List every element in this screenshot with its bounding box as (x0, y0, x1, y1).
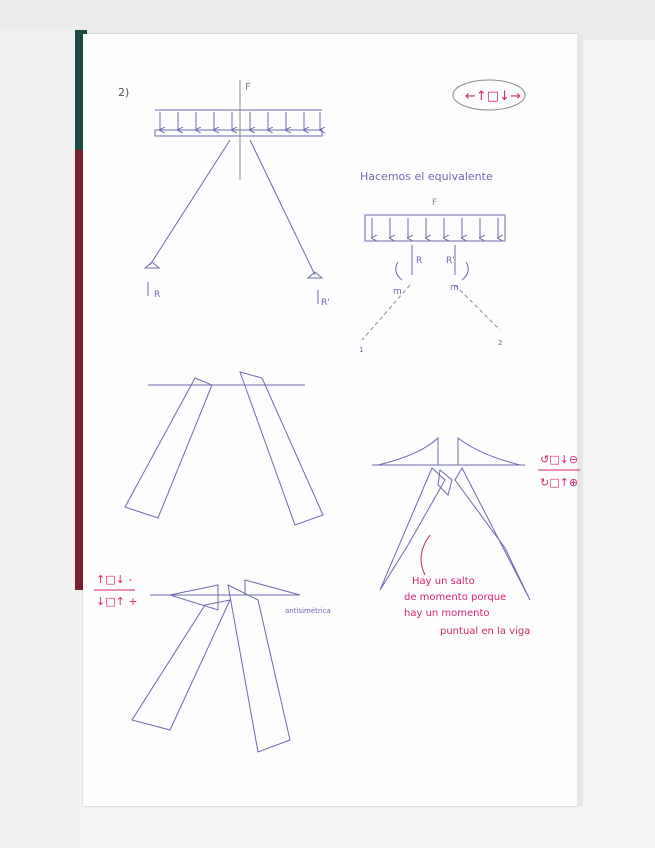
note-line-2: de momento porque (404, 592, 507, 603)
note-line-3: hay un momento (404, 608, 490, 619)
figure-structure (145, 80, 322, 304)
eq-R-prime: R' (446, 256, 455, 266)
moment-m-right: m (450, 283, 459, 293)
heading-equivalent: Hacemos el equivalente (360, 170, 493, 183)
note-line-1: Hay un salto (412, 576, 475, 587)
force-label: F (245, 82, 251, 93)
reaction-R-right: R' (321, 298, 330, 308)
sign-pos: ↓□↑ + (96, 595, 138, 608)
node-2: 2 (498, 339, 503, 347)
note-line-4: puntual en la viga (440, 626, 531, 637)
sign-neg: ↑□↓ - (96, 573, 133, 586)
eq-R: R (416, 256, 423, 266)
problem-number: 2) (118, 86, 130, 99)
reaction-R-left: R (154, 290, 161, 300)
sign-right-top: ↺□↓⊖ (540, 453, 579, 466)
force-label-eq: F (432, 198, 438, 208)
figure-antisymmetric (132, 580, 300, 752)
figure-normal-diagram (125, 372, 323, 525)
moment-m-left: m (393, 287, 402, 297)
figure-equivalent (362, 215, 505, 340)
sign-right-bottom: ↻□↑⊕ (540, 476, 579, 489)
sign-convention-text: ←↑□↓→ (465, 89, 521, 104)
node-1: 1 (359, 346, 364, 354)
antisymmetric-label: antisimétrica (285, 607, 331, 615)
